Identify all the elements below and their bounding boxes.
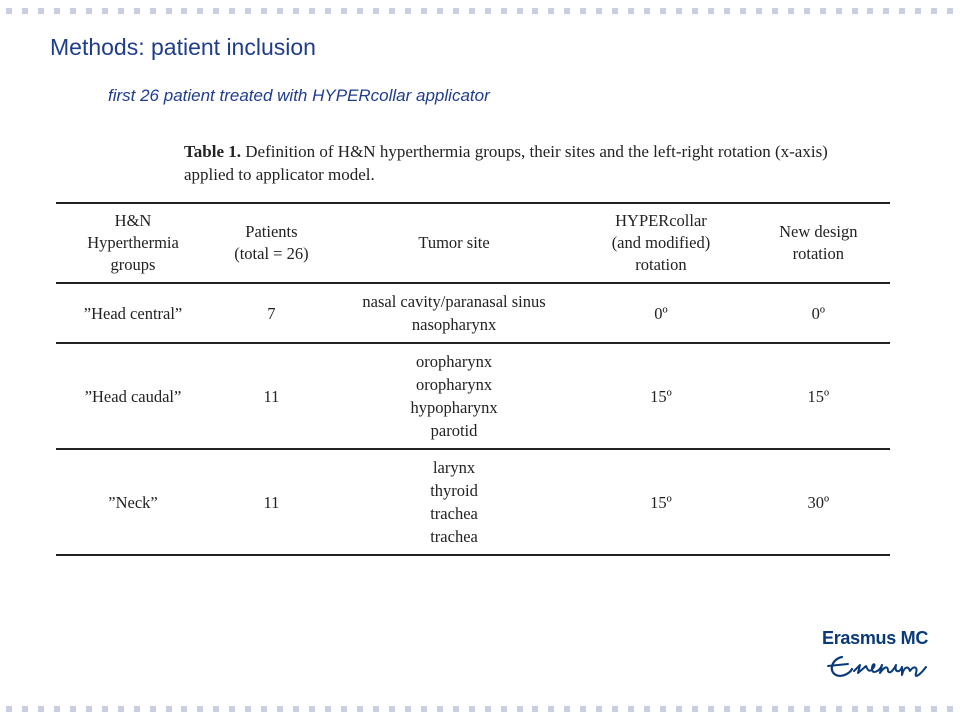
table-row — [56, 283, 890, 343]
cell-patients: 11 — [263, 492, 280, 512]
slide-title: Methods: patient inclusion — [50, 34, 316, 60]
border-dot — [852, 8, 858, 14]
border-dot — [756, 706, 762, 712]
border-dot — [644, 8, 650, 14]
table-row — [56, 343, 890, 449]
border-dot — [692, 706, 698, 712]
border-dot — [947, 8, 953, 14]
border-dot — [612, 706, 618, 712]
border-dot — [867, 706, 873, 712]
border-dot — [867, 8, 873, 14]
border-dot — [405, 706, 411, 712]
border-dot — [596, 706, 602, 712]
border-dot — [820, 8, 826, 14]
border-dot — [181, 706, 187, 712]
cell-sites: oropharynx oropharynx hypopharynx parotid — [410, 352, 498, 440]
border-dot — [118, 706, 124, 712]
border-dot — [261, 8, 267, 14]
border-dot — [740, 706, 746, 712]
border-dot — [676, 706, 682, 712]
border-dot — [628, 706, 634, 712]
border-dot — [772, 8, 778, 14]
border-dot — [517, 8, 523, 14]
border-dot — [22, 706, 28, 712]
border-dot — [485, 8, 491, 14]
border-dot — [692, 8, 698, 14]
border-dot — [166, 706, 172, 712]
border-dot — [421, 8, 427, 14]
border-dot — [261, 706, 267, 712]
cell-sites: larynx thyroid trachea trachea — [430, 458, 478, 546]
top-dotted-border — [0, 8, 960, 14]
border-dot — [836, 8, 842, 14]
border-dot — [804, 706, 810, 712]
border-dot — [517, 706, 523, 712]
border-dot — [453, 706, 459, 712]
table-header-row — [56, 203, 890, 283]
border-dot — [150, 706, 156, 712]
border-dot — [915, 706, 921, 712]
border-dot — [166, 8, 172, 14]
border-dot — [245, 706, 251, 712]
border-dot — [612, 8, 618, 14]
cell-hypercollar-rotation: 15º — [650, 492, 672, 512]
border-dot — [102, 706, 108, 712]
border-dot — [836, 706, 842, 712]
cell-new-design-rotation: 30º — [807, 492, 830, 512]
border-dot — [580, 8, 586, 14]
border-dot — [772, 706, 778, 712]
border-dot — [38, 706, 44, 712]
caption-text: Definition of H&N hyperthermia groups, their sites and the left-right rotation (x-axis) applied to applicator model. — [184, 142, 828, 184]
border-dot — [134, 8, 140, 14]
border-dot — [756, 8, 762, 14]
border-dot — [325, 8, 331, 14]
border-dot — [197, 8, 203, 14]
border-dot — [532, 706, 538, 712]
border-dot — [70, 8, 76, 14]
border-dot — [883, 8, 889, 14]
border-dot — [820, 706, 826, 712]
border-dot — [676, 8, 682, 14]
cell-hypercollar-rotation: 0º — [654, 303, 668, 323]
caption-label: Table 1. — [184, 142, 242, 161]
header-groups: H&N Hyperthermia groups — [87, 211, 179, 274]
logo-text: Erasmus MC — [822, 628, 929, 648]
border-dot — [947, 706, 953, 712]
border-dot — [740, 8, 746, 14]
border-dot — [229, 706, 235, 712]
border-dot — [389, 8, 395, 14]
cell-group: ”Neck” — [108, 492, 158, 512]
border-dot — [931, 706, 937, 712]
border-dot — [181, 8, 187, 14]
border-dot — [213, 8, 219, 14]
border-dot — [309, 8, 315, 14]
border-dot — [54, 8, 60, 14]
border-dot — [309, 706, 315, 712]
border-dot — [150, 8, 156, 14]
border-dot — [708, 8, 714, 14]
border-dot — [548, 706, 554, 712]
header-patients: Patients (total = 26) — [234, 222, 309, 263]
border-dot — [405, 8, 411, 14]
border-dot — [277, 706, 283, 712]
border-dot — [708, 706, 714, 712]
border-dot — [724, 8, 730, 14]
border-dot — [804, 8, 810, 14]
hyperthermia-groups-table — [56, 202, 890, 556]
border-dot — [102, 8, 108, 14]
border-dot — [341, 706, 347, 712]
border-dot — [899, 8, 905, 14]
border-dot — [564, 8, 570, 14]
border-dot — [532, 8, 538, 14]
table-caption — [184, 140, 864, 186]
border-dot — [70, 706, 76, 712]
border-dot — [501, 706, 507, 712]
border-dot — [293, 8, 299, 14]
border-dot — [118, 8, 124, 14]
border-dot — [564, 706, 570, 712]
table-row — [56, 449, 890, 555]
border-dot — [357, 706, 363, 712]
border-dot — [277, 8, 283, 14]
border-dot — [644, 706, 650, 712]
border-dot — [437, 8, 443, 14]
cell-group: ”Head caudal” — [84, 386, 182, 406]
cell-sites: nasal cavity/paranasal sinus nasopharynx — [362, 292, 546, 334]
border-dot — [501, 8, 507, 14]
cell-hypercollar-rotation: 15º — [650, 386, 672, 406]
cell-new-design-rotation: 0º — [811, 303, 825, 323]
border-dot — [883, 706, 889, 712]
border-dot — [341, 8, 347, 14]
border-dot — [899, 706, 905, 712]
border-dot — [86, 8, 92, 14]
border-dot — [469, 8, 475, 14]
border-dot — [22, 8, 28, 14]
border-dot — [580, 706, 586, 712]
header-new-design-rotation: New design rotation — [779, 222, 858, 263]
border-dot — [38, 8, 44, 14]
border-dot — [293, 706, 299, 712]
cell-group: ”Head central” — [83, 303, 183, 323]
border-dot — [6, 706, 12, 712]
border-dot — [421, 706, 427, 712]
border-dot — [389, 706, 395, 712]
border-dot — [54, 706, 60, 712]
border-dot — [373, 8, 379, 14]
border-dot — [485, 706, 491, 712]
border-dot — [437, 706, 443, 712]
border-dot — [373, 706, 379, 712]
border-dot — [245, 8, 251, 14]
border-dot — [660, 706, 666, 712]
border-dot — [724, 706, 730, 712]
border-dot — [788, 706, 794, 712]
border-dot — [6, 8, 12, 14]
border-dot — [229, 8, 235, 14]
header-hypercollar-rotation: HYPERcollar (and modified) rotation — [611, 211, 711, 274]
bottom-dotted-border — [0, 706, 960, 712]
header-tumor-site: Tumor site — [418, 233, 490, 252]
border-dot — [660, 8, 666, 14]
erasmus-signature-icon — [822, 649, 942, 685]
border-dot — [469, 706, 475, 712]
border-dot — [453, 8, 459, 14]
slide-subtitle: first 26 patient treated with HYPERcollar applicator — [108, 86, 490, 105]
border-dot — [213, 706, 219, 712]
table-figure — [56, 140, 890, 556]
border-dot — [852, 706, 858, 712]
border-dot — [134, 706, 140, 712]
border-dot — [357, 8, 363, 14]
border-dot — [596, 8, 602, 14]
border-dot — [325, 706, 331, 712]
erasmus-mc-logo — [822, 628, 942, 688]
border-dot — [86, 706, 92, 712]
cell-patients: 7 — [267, 303, 276, 323]
border-dot — [628, 8, 634, 14]
border-dot — [197, 706, 203, 712]
cell-new-design-rotation: 15º — [807, 386, 830, 406]
cell-patients: 11 — [263, 386, 280, 406]
border-dot — [788, 8, 794, 14]
border-dot — [931, 8, 937, 14]
border-dot — [915, 8, 921, 14]
border-dot — [548, 8, 554, 14]
